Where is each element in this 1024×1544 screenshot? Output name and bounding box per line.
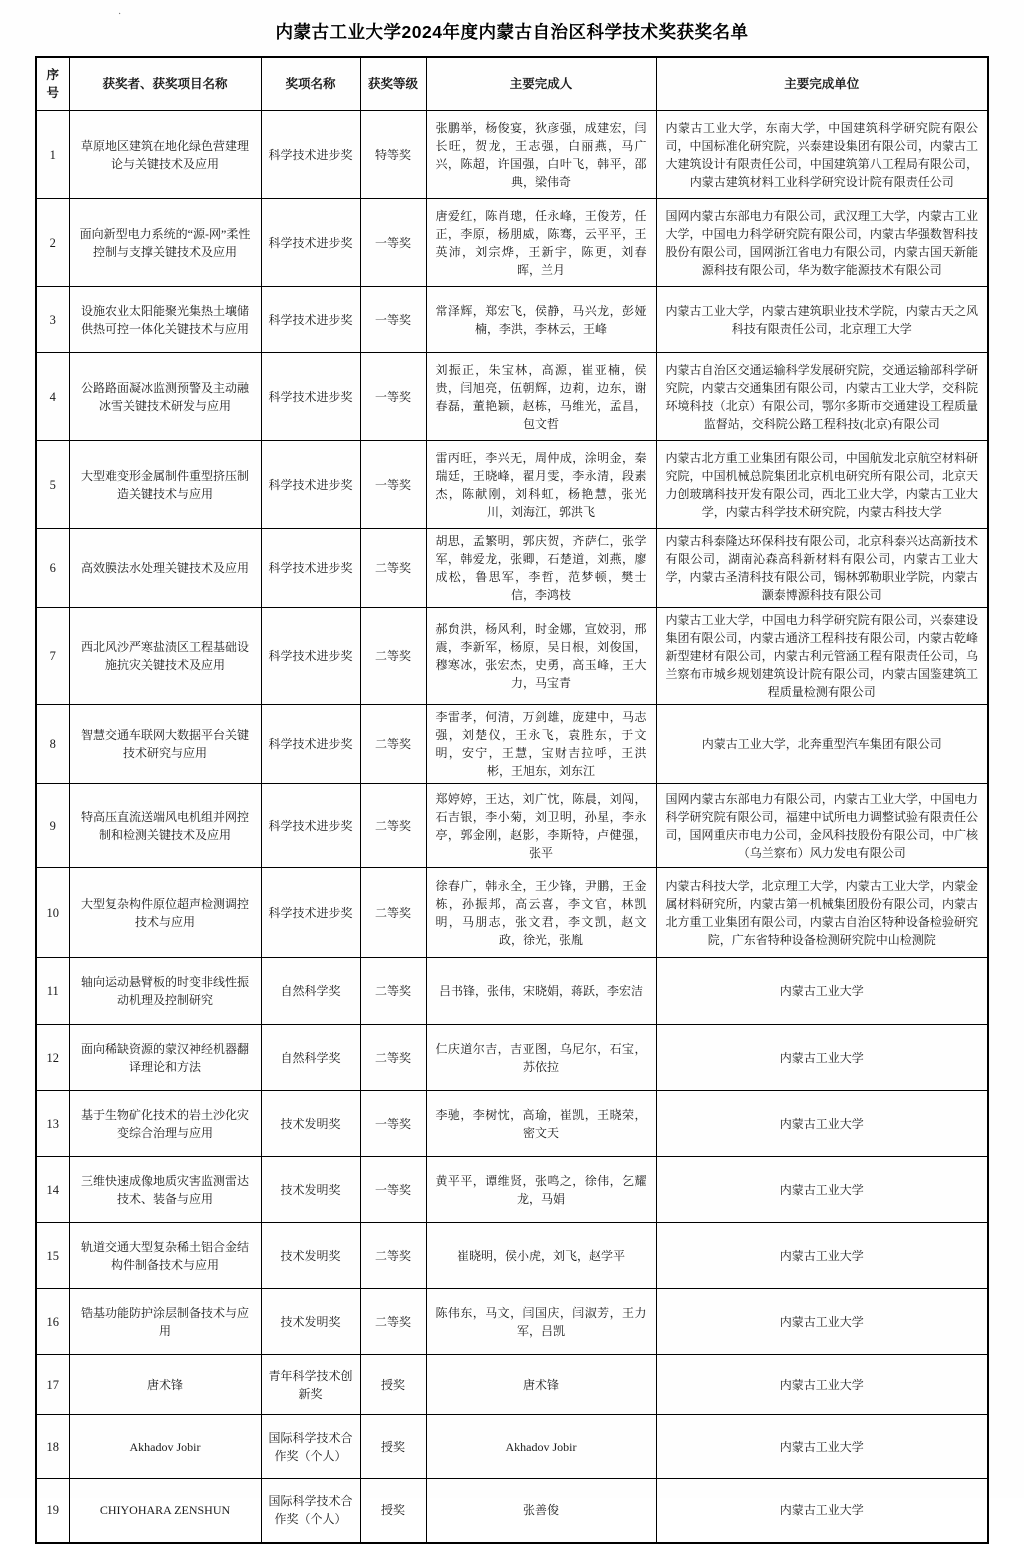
header-award-grade: 获奖等级 (360, 57, 426, 111)
table-row (36, 353, 988, 441)
main-organizations-cell: 内蒙古科泰隆达环保科技有限公司，北京科泰兴达高新技术有限公司，湖南沁森高科新材料有限公司，内蒙古工业大学，内蒙古圣清科技有限公司，锡林郭勒职业学院，内蒙古灏泰博源科技有限公司 (656, 529, 988, 608)
main-organizations-cell: 内蒙古工业大学，东南大学，中国建筑科学研究院有限公司，中国标准化研究院，兴泰建设集团有限公司，内蒙古工大建筑设计有限责任公司，中国建筑第八工程局有限公司，内蒙古建筑材料工业科学研究设计院有限责任公司 (656, 111, 988, 199)
award-table-body (36, 111, 988, 1543)
table-row (36, 958, 988, 1025)
award-grade-cell: 二等奖 (360, 1223, 426, 1289)
serial-number-cell: 15 (36, 1223, 69, 1289)
award-grade-cell: 一等奖 (360, 353, 426, 441)
main-contributors-cell: 唐爱红，陈肖璁，任永峰，王俊芳，任正，李原，杨朋威，陈骞，云平平，王英沛，刘宗烨，王新宇，陈更，刘春晖，兰月 (426, 199, 656, 287)
award-grade-cell: 二等奖 (360, 529, 426, 608)
main-contributors-cell: 唐术锋 (426, 1355, 656, 1415)
main-contributors-cell: 吕书锋，张伟，宋晓娟，蒋跃，李宏洁 (426, 958, 656, 1025)
project-name-cell: 面向稀缺资源的蒙汉神经机器翻译理论和方法 (69, 1025, 261, 1091)
project-name-cell: 西北风沙严寒盐渍区工程基础设施抗灾关键技术及应用 (69, 608, 261, 705)
award-grade-cell: 一等奖 (360, 1091, 426, 1157)
table-row (36, 111, 988, 199)
project-name-cell: 智慧交通车联网大数据平台关键技术研究与应用 (69, 705, 261, 784)
serial-number-cell: 17 (36, 1355, 69, 1415)
award-name-cell: 科学技术进步奖 (261, 608, 360, 705)
award-grade-cell: 一等奖 (360, 287, 426, 353)
award-table-header (36, 57, 988, 111)
award-name-cell: 国际科学技术合作奖（个人） (261, 1479, 360, 1543)
award-grade-cell: 特等奖 (360, 111, 426, 199)
project-name-cell: 大型复杂构件原位超声检测调控技术与应用 (69, 868, 261, 958)
table-row (36, 1157, 988, 1223)
award-name-cell: 自然科学奖 (261, 1025, 360, 1091)
award-grade-cell: 授奖 (360, 1355, 426, 1415)
award-grade-cell: 授奖 (360, 1415, 426, 1479)
project-name-cell: 唐术锋 (69, 1355, 261, 1415)
project-name-cell: 设施农业太阳能聚光集热土壤储供热可控一体化关键技术与应用 (69, 287, 261, 353)
table-row (36, 1415, 988, 1479)
award-name-cell: 自然科学奖 (261, 958, 360, 1025)
header-serial-number: 序号 (36, 57, 69, 111)
table-row (36, 1355, 988, 1415)
award-name-cell: 技术发明奖 (261, 1223, 360, 1289)
project-name-cell: 三维快速成像地质灾害监测雷达技术、装备与应用 (69, 1157, 261, 1223)
table-row (36, 199, 988, 287)
award-name-cell: 科学技术进步奖 (261, 287, 360, 353)
award-name-cell: 青年科学技术创新奖 (261, 1355, 360, 1415)
header-main-organizations: 主要完成单位 (656, 57, 988, 111)
serial-number-cell: 2 (36, 199, 69, 287)
main-contributors-cell: 徐春广，韩永全，王少锋，尹鹏，王金栋，孙振邦，高云喜，李文官，林凯明，马朋志，张文君，李文凯，赵文政，徐光，张胤 (426, 868, 656, 958)
project-name-cell: Akhadov Jobir (69, 1415, 261, 1479)
serial-number-cell: 12 (36, 1025, 69, 1091)
project-name-cell: 草原地区建筑在地化绿色营建理论与关键技术及应用 (69, 111, 261, 199)
serial-number-cell: 19 (36, 1479, 69, 1543)
award-grade-cell: 二等奖 (360, 1025, 426, 1091)
main-organizations-cell: 内蒙古科技大学，北京理工大学，内蒙古工业大学，内蒙金属材料研究所，内蒙古第一机械集团股份有限公司，内蒙古北方重工业集团有限公司，内蒙古自治区特种设备检验研究院，广东省特种设备检测研究院中山检测院 (656, 868, 988, 958)
serial-number-cell: 3 (36, 287, 69, 353)
serial-number-cell: 13 (36, 1091, 69, 1157)
main-contributors-cell: 张鹏举，杨俊宴，狄彦强，成建宏，闫长旺，贺龙，王志强，白丽燕，马广兴，陈超，许国强，白叶飞，韩平，邵典，梁伟奇 (426, 111, 656, 199)
main-organizations-cell: 内蒙古北方重工业集团有限公司，中国航发北京航空材料研究院，中国机械总院集团北京机电研究所有限公司，北京天力创玻璃科技开发有限公司，西北工业大学，内蒙古工业大学，内蒙古科学技术研究院，内蒙古科技大学 (656, 441, 988, 529)
main-organizations-cell: 内蒙古工业大学 (656, 1479, 988, 1543)
award-name-cell: 科学技术进步奖 (261, 705, 360, 784)
main-organizations-cell: 内蒙古工业大学 (656, 958, 988, 1025)
main-contributors-cell: 李雷孝，何清，万剑雄，庞建中，马志强，刘楚仪，王永飞，袁胜东，于文明，安宁，王慧，宝财吉拉呼，王洪彬，王旭东，刘东江 (426, 705, 656, 784)
main-organizations-cell: 内蒙古工业大学，中国电力科学研究院有限公司，兴泰建设集团有限公司，内蒙古通济工程科技有限公司，内蒙古乾峰新型建材有限公司，内蒙古利元管涵工程有限责任公司，乌兰察布市城乡规划建筑设计院有限公司，内蒙古国鉴建筑工程质量检测有限公司 (656, 608, 988, 705)
award-name-cell: 科学技术进步奖 (261, 199, 360, 287)
serial-number-cell: 14 (36, 1157, 69, 1223)
table-row (36, 705, 988, 784)
main-contributors-cell: 常泽辉，郑宏飞，侯静，马兴龙，彭娅楠，李洪，李林云，王峰 (426, 287, 656, 353)
award-grade-cell: 一等奖 (360, 1157, 426, 1223)
table-row (36, 1091, 988, 1157)
project-name-cell: 轴向运动悬臂板的时变非线性振动机理及控制研究 (69, 958, 261, 1025)
award-grade-cell: 授奖 (360, 1479, 426, 1543)
main-contributors-cell: 郝贠洪，杨风利，时金娜，宣姣羽，邢震，李新军，杨原，吴日根，刘俊国，穆寒冰，张宏杰，史勇，高玉峰，王大力，马宝青 (426, 608, 656, 705)
award-grade-cell: 二等奖 (360, 705, 426, 784)
award-grade-cell: 一等奖 (360, 441, 426, 529)
main-contributors-cell: 仁庆道尔吉，吉亚图，乌尼尔，石宝，苏依拉 (426, 1025, 656, 1091)
award-grade-cell: 二等奖 (360, 784, 426, 868)
award-name-cell: 技术发明奖 (261, 1091, 360, 1157)
award-name-cell: 科学技术进步奖 (261, 529, 360, 608)
award-name-cell: 国际科学技术合作奖（个人） (261, 1415, 360, 1479)
serial-number-cell: 1 (36, 111, 69, 199)
table-row (36, 1025, 988, 1091)
main-contributors-cell: 胡思，孟繁明，郭庆贺，齐萨仁，张学军，韩爱龙，张卿，石楚道，刘燕，廖成松，鲁思军，李哲，范梦顿，樊士信，李鸿枝 (426, 529, 656, 608)
project-name-cell: 面向新型电力系统的“源-网”柔性控制与支撑关键技术及应用 (69, 199, 261, 287)
scan-artifact-mark: · (116, 7, 124, 21)
project-name-cell: 锆基功能防护涂层制备技术与应用 (69, 1289, 261, 1355)
main-organizations-cell: 内蒙古工业大学 (656, 1157, 988, 1223)
serial-number-cell: 7 (36, 608, 69, 705)
main-organizations-cell: 内蒙古自治区交通运输科学发展研究院，交通运输部科学研究院，内蒙古交通集团有限公司，内蒙古工业大学，交科院环境科技（北京）有限公司，鄂尔多斯市交通建设工程质量监督站，交科院公路工程科技(北京)有限公司 (656, 353, 988, 441)
main-contributors-cell: 崔晓明，侯小虎，刘飞，赵学平 (426, 1223, 656, 1289)
table-row (36, 287, 988, 353)
award-name-cell: 科学技术进步奖 (261, 784, 360, 868)
main-organizations-cell: 内蒙古工业大学 (656, 1415, 988, 1479)
main-contributors-cell: 雷丙旺，李兴无，周仲成，涂明金，秦瑞廷，王晓峰，翟月雯，李永清，段素杰，陈献刚，刘科虹，杨艳慧，张光川，刘海江，郭洪飞 (426, 441, 656, 529)
serial-number-cell: 8 (36, 705, 69, 784)
serial-number-cell: 9 (36, 784, 69, 868)
main-organizations-cell: 内蒙古工业大学 (656, 1091, 988, 1157)
main-contributors-cell: 郑婷婷，王达，刘广忱，陈晨，刘闯，石吉银，李小菊，刘卫明，孙星，李永亭，郭金刚，赵影，李斯特，卢健强，张平 (426, 784, 656, 868)
main-contributors-cell: 陈伟东，马文，闫国庆，闫淑芳，王力军，吕凯 (426, 1289, 656, 1355)
award-name-cell: 技术发明奖 (261, 1157, 360, 1223)
main-organizations-cell: 国网内蒙古东部电力有限公司，武汉理工大学，内蒙古工业大学，中国电力科学研究院有限公司，内蒙古华强数智科技股份有限公司，国网浙江省电力有限公司，内蒙古国天新能源科技有限公司，华为数字能源技术有限公司 (656, 199, 988, 287)
main-organizations-cell: 内蒙古工业大学，北奔重型汽车集团有限公司 (656, 705, 988, 784)
serial-number-cell: 18 (36, 1415, 69, 1479)
main-organizations-cell: 内蒙古工业大学 (656, 1223, 988, 1289)
table-row (36, 868, 988, 958)
award-grade-cell: 二等奖 (360, 1289, 426, 1355)
award-name-cell: 科学技术进步奖 (261, 868, 360, 958)
page-title: 内蒙古工业大学2024年度内蒙古自治区科学技术奖获奖名单 (275, 22, 749, 42)
award-name-cell: 科学技术进步奖 (261, 353, 360, 441)
award-table (35, 56, 989, 1544)
main-organizations-cell: 内蒙古工业大学 (656, 1355, 988, 1415)
award-grade-cell: 二等奖 (360, 868, 426, 958)
table-row (36, 784, 988, 868)
header-row (36, 57, 988, 111)
award-name-cell: 技术发明奖 (261, 1289, 360, 1355)
project-name-cell: 特高压直流送端风电机组并网控制和检测关键技术及应用 (69, 784, 261, 868)
header-main-contributors: 主要完成人 (426, 57, 656, 111)
table-row (36, 529, 988, 608)
award-grade-cell: 二等奖 (360, 958, 426, 1025)
project-name-cell: CHIYOHARA ZENSHUN (69, 1479, 261, 1543)
header-award-name: 奖项名称 (261, 57, 360, 111)
main-contributors-cell: 张善俊 (426, 1479, 656, 1543)
table-row (36, 1223, 988, 1289)
award-name-cell: 科学技术进步奖 (261, 441, 360, 529)
main-organizations-cell: 内蒙古工业大学 (656, 1025, 988, 1091)
award-grade-cell: 二等奖 (360, 608, 426, 705)
header-winner-project-name: 获奖者、获奖项目名称 (69, 57, 261, 111)
main-organizations-cell: 内蒙古工业大学 (656, 1289, 988, 1355)
main-contributors-cell: 刘振正，朱宝林，高源，崔亚楠，侯贵，闫旭亮，伍朝辉，边莉，边东，谢春磊，董艳颖，赵栋，马维光，孟昌，包文哲 (426, 353, 656, 441)
serial-number-cell: 6 (36, 529, 69, 608)
project-name-cell: 大型难变形金属制件重型挤压制造关键技术与应用 (69, 441, 261, 529)
award-name-cell: 科学技术进步奖 (261, 111, 360, 199)
project-name-cell: 公路路面凝冰监测预警及主动融冰雪关键技术研发与应用 (69, 353, 261, 441)
serial-number-cell: 11 (36, 958, 69, 1025)
main-contributors-cell: Akhadov Jobir (426, 1415, 656, 1479)
table-row (36, 1289, 988, 1355)
project-name-cell: 基于生物矿化技术的岩土沙化灾变综合治理与应用 (69, 1091, 261, 1157)
table-row (36, 441, 988, 529)
project-name-cell: 轨道交通大型复杂稀土铝合金结构件制备技术与应用 (69, 1223, 261, 1289)
table-row (36, 1479, 988, 1543)
serial-number-cell: 16 (36, 1289, 69, 1355)
main-organizations-cell: 内蒙古工业大学，内蒙古建筑职业技术学院，内蒙古天之风科技有限责任公司，北京理工大学 (656, 287, 988, 353)
main-organizations-cell: 国网内蒙古东部电力有限公司，内蒙古工业大学，中国电力科学研究院有限公司，福建中试所电力调整试验有限责任公司，国网重庆市电力公司，金风科技股份有限公司，中广核（乌兰察布）风力发电有限公司 (656, 784, 988, 868)
award-grade-cell: 一等奖 (360, 199, 426, 287)
serial-number-cell: 10 (36, 868, 69, 958)
table-row (36, 608, 988, 705)
main-contributors-cell: 黄平平，谭维贤，张鸣之，徐伟，乞耀龙，马娟 (426, 1157, 656, 1223)
serial-number-cell: 5 (36, 441, 69, 529)
main-contributors-cell: 李驰，李树忱，高瑜，崔凯，王晓荣，密文天 (426, 1091, 656, 1157)
serial-number-cell: 4 (36, 353, 69, 441)
project-name-cell: 高效膜法水处理关键技术及应用 (69, 529, 261, 608)
